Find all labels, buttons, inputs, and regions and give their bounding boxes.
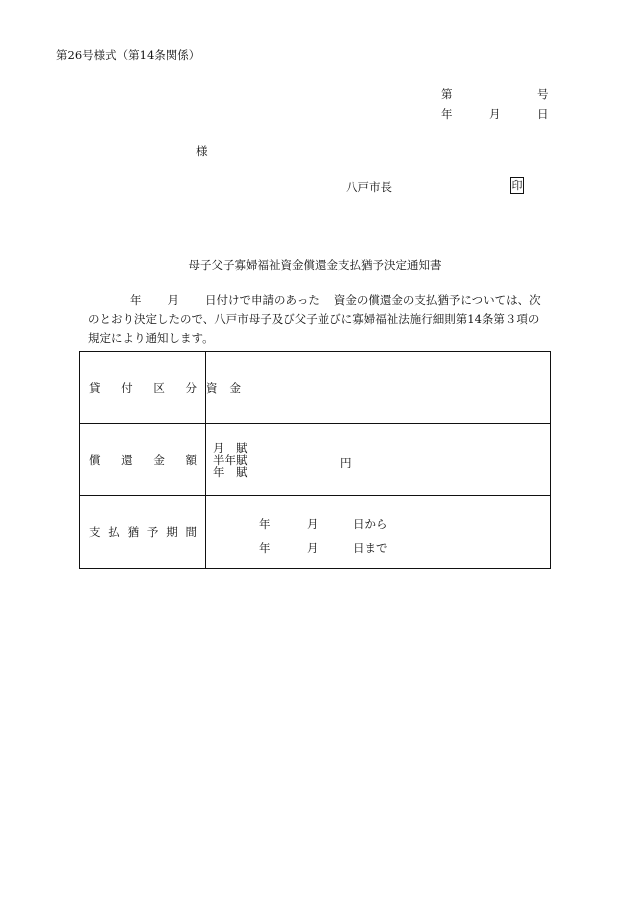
label-char: 期 [166, 525, 178, 539]
issuer-name: 八戸市長 [346, 180, 392, 194]
period-from: 日から [353, 517, 388, 531]
body-fund-text: 資金の償還金の支払猶予については、次 [333, 293, 541, 307]
period-end [259, 540, 388, 556]
loan-category-value [206, 352, 551, 424]
label-char: 間 [185, 525, 197, 539]
seal-mark: 印 [511, 179, 523, 192]
form-number: 第26号様式（第14条関係） [56, 48, 201, 62]
body-application-text: 日付けで申請のあった [205, 293, 320, 307]
label-char: 金 [153, 452, 165, 467]
repayment-amount-label [80, 424, 206, 496]
document-title: 母子父子寡婦福祉資金償還金支払猶予決定通知書 [188, 258, 442, 272]
period-start [259, 516, 388, 532]
table-row-loan-category [80, 352, 551, 424]
body-year: 年 [130, 293, 142, 307]
table-row-deferment-period [80, 496, 551, 569]
label-char: 支 [89, 525, 101, 539]
label-char: 貸 [89, 380, 101, 395]
body-line-3: 規定により通知します。 [88, 331, 214, 345]
deferment-period-label [80, 496, 206, 569]
addressee-honorific: 様 [196, 144, 208, 158]
period-month: 月 [307, 517, 319, 531]
body-line-2: のとおり決定したので、八戸市母子及び父子並びに寡婦福祉法施行細則第14条第３項の [88, 312, 540, 326]
label-char: 還 [121, 452, 133, 467]
date-day-label: 日 [537, 107, 549, 121]
repayment-amount-value [206, 424, 551, 496]
date-year-label: 年 [441, 107, 453, 121]
label-char: 付 [121, 380, 133, 395]
value-char: 資 [206, 380, 218, 395]
annual-installment: 年 賦 [213, 465, 248, 479]
document-number-suffix: 号 [537, 87, 549, 101]
table-row-repayment-amount [80, 424, 551, 496]
period-year: 年 [259, 541, 271, 555]
period-to: 日まで [353, 541, 388, 555]
label-char: 償 [89, 452, 101, 467]
body-line-1 [88, 291, 553, 310]
monthly-installment: 月 賦 [213, 441, 248, 455]
deferment-period-value [206, 496, 551, 569]
yen-unit: 円 [340, 456, 352, 470]
body-month: 月 [167, 293, 179, 307]
period-month: 月 [307, 541, 319, 555]
label-char: 区 [153, 380, 165, 395]
installment-types [213, 442, 248, 478]
document-number-prefix: 第 [441, 87, 453, 101]
loan-category-label [80, 352, 206, 424]
label-char: 払 [108, 525, 120, 539]
date-month-label: 月 [489, 107, 501, 121]
value-char: 金 [229, 380, 241, 395]
label-char: 猶 [127, 525, 140, 539]
label-char: 分 [185, 380, 197, 395]
label-char: 額 [185, 452, 197, 467]
decision-table [79, 351, 551, 569]
period-year: 年 [259, 517, 271, 531]
semiannual-installment: 半年賦 [213, 453, 248, 467]
label-char: 予 [146, 525, 159, 539]
notice-body [88, 291, 553, 348]
